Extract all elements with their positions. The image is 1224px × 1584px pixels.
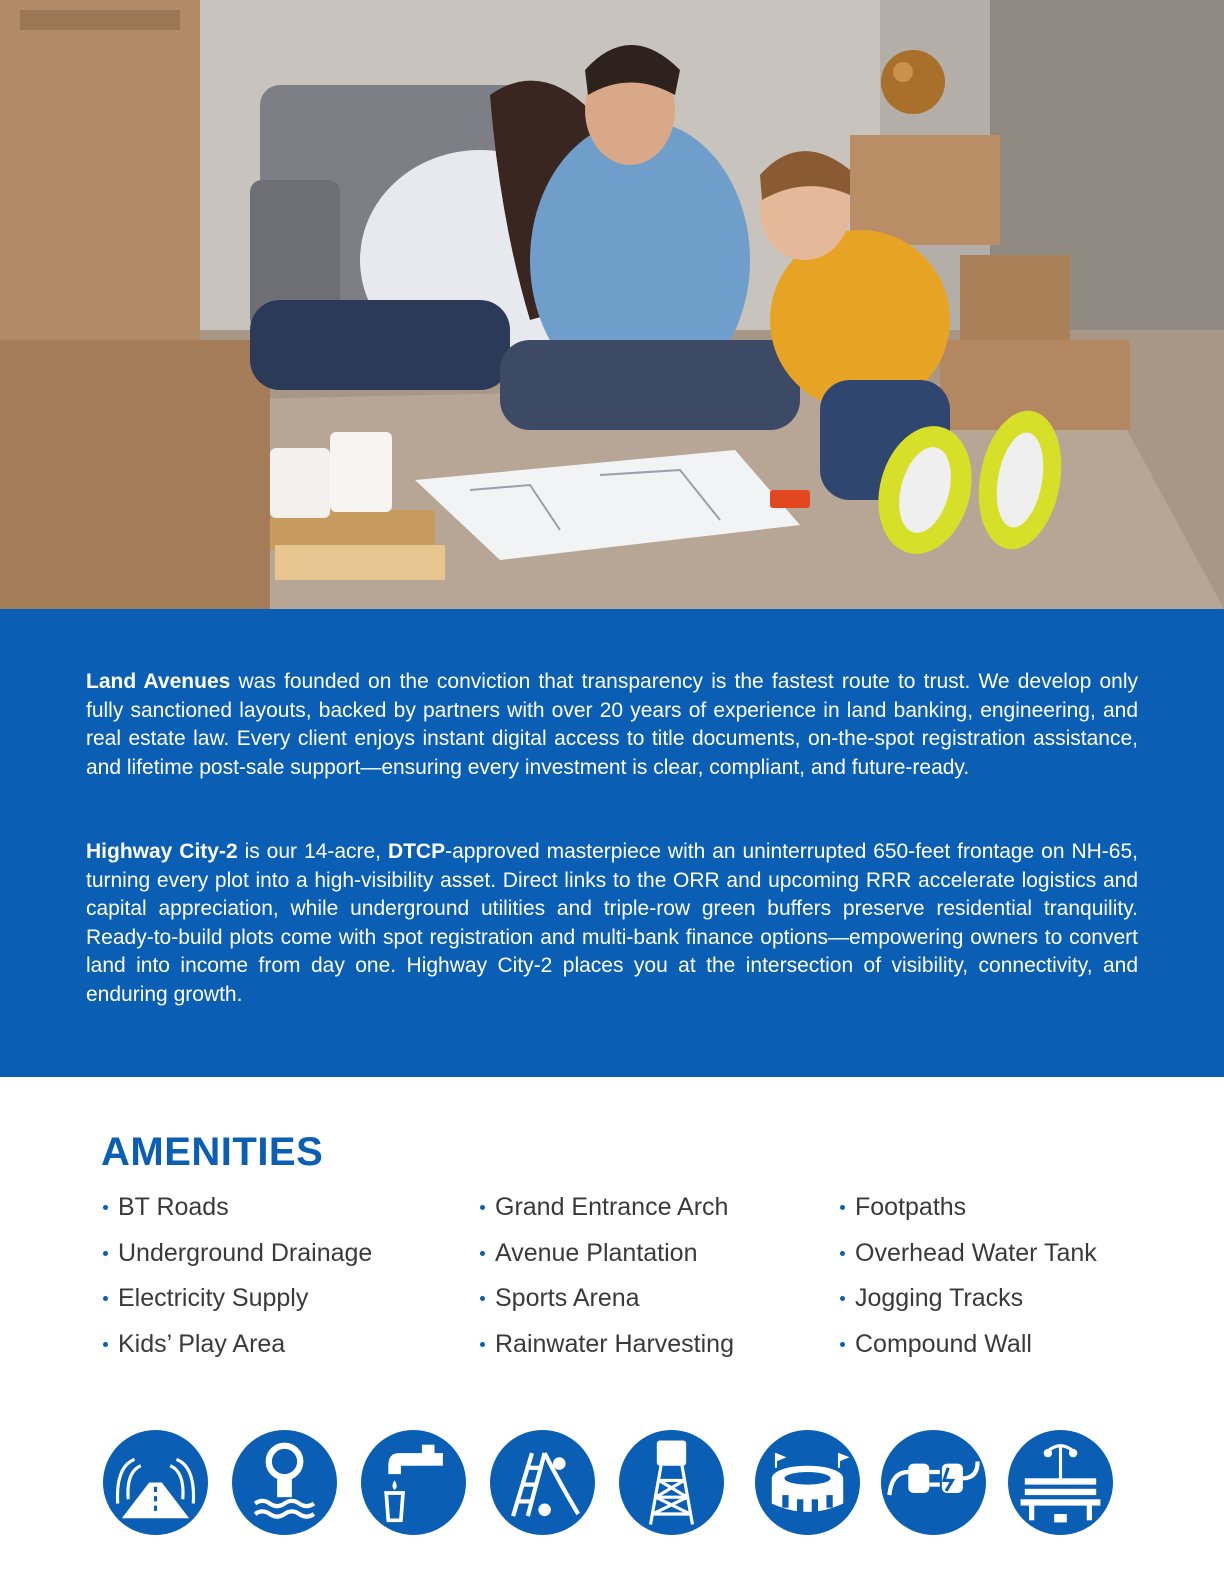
amenities-title: AMENITIES — [101, 1130, 324, 1174]
project-name: Highway City-2 — [86, 840, 238, 863]
about-paragraph: Land Avenues was founded on the conviction that transparency is the fastest route to trust. We develop only fully sanctioned layouts, backed by partners with over 20 years of experience in land banking, engineering, and real estate law. Every client enjoys instant digital access to title documents, on-the-spot registration assistance, and lifetime post-sale support—ensuring every investment is clear, compliant, and future-ready. — [86, 670, 1138, 779]
list-item: Kids’ Play Area — [101, 1330, 372, 1376]
family-planning-home-photo — [0, 0, 1224, 609]
playground-slide-icon — [490, 1430, 595, 1535]
list-item: Rainwater Harvesting — [478, 1330, 734, 1376]
amenities-list-1 — [101, 1193, 372, 1376]
list-item: Footpaths — [838, 1193, 1097, 1239]
park-bench-icon — [1008, 1430, 1113, 1535]
drainage-pipe-icon — [232, 1430, 337, 1535]
list-item: Avenue Plantation — [478, 1239, 734, 1285]
brand-name: Land Avenues — [86, 670, 231, 693]
list-item: BT Roads — [101, 1193, 372, 1239]
amenities-list-2 — [478, 1193, 734, 1376]
list-item: Jogging Tracks — [838, 1284, 1097, 1330]
list-item: Sports Arena — [478, 1284, 734, 1330]
stadium-icon — [755, 1430, 860, 1535]
list-item: Overhead Water Tank — [838, 1239, 1097, 1285]
list-item: Underground Drainage — [101, 1239, 372, 1285]
list-item: Grand Entrance Arch — [478, 1193, 734, 1239]
electric-plug-icon — [881, 1430, 986, 1535]
road-streetlight-icon — [103, 1430, 208, 1535]
project-paragraph: Highway City-2 is our 14-acre, DTCP-approved masterpiece with an uninterrupted 650-feet frontage on NH-65, turning every plot into a high-visibility asset. Direct links to the ORR and upcoming RRR accelerate logistics and capital appreciation, while underground utilities and triple-row green buffers preserve residential tranquility. Ready-to-build plots come with spot registration and multi-bank finance options—empowering owners to convert land into income from day one. Highway City-2 places you at the intersection of visibility, connectivity, and enduring growth. — [86, 840, 1138, 1006]
list-item: Electricity Supply — [101, 1284, 372, 1330]
water-tower-icon — [619, 1430, 724, 1535]
dtcp-label: DTCP — [387, 840, 446, 863]
about-section — [0, 609, 1224, 1077]
amenity-icon-row — [103, 1430, 1113, 1536]
amenities-list-3 — [838, 1193, 1097, 1376]
list-item: Compound Wall — [838, 1330, 1097, 1376]
hero-photo — [0, 0, 1224, 609]
water-tap-icon — [361, 1430, 466, 1535]
